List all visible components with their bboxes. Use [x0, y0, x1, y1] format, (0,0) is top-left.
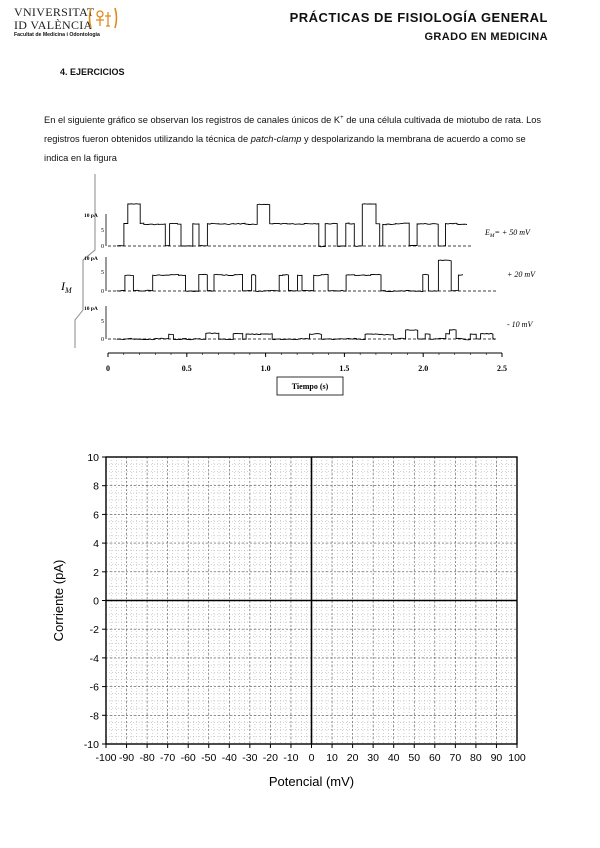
time-tick-label: 0 [106, 364, 110, 373]
y-tick-label: -8 [89, 710, 99, 723]
logo-subtitle: Facultat de Medicina i Odontologia [14, 32, 100, 38]
trace2-signal [117, 260, 463, 292]
paragraph-part3: y despolarizando la membrana de acuerdo a como se indica en la figura [44, 134, 526, 164]
section-title: 4. EJERCICIOS [60, 67, 125, 77]
x-axis-title: Potencial (mV) [268, 774, 355, 789]
time-tick-label: 2.5 [497, 364, 507, 373]
x-tick-label: 0 [308, 752, 315, 764]
trace-minus10 [84, 306, 533, 343]
time-tick-label: 0.5 [181, 364, 192, 373]
trace3-scale: 10 pA [84, 306, 98, 312]
x-tick-label: -30 [242, 752, 258, 764]
trace2-label: + 20 mV [507, 270, 536, 279]
trace-plus50 [84, 204, 531, 250]
trace1-scale: 10 pA [84, 213, 98, 219]
y-tick-label: -6 [89, 681, 99, 694]
x-tick-label: 40 [387, 752, 400, 764]
y-tick-label: 0 [93, 595, 99, 608]
logo-line1: VNIVERSITAT [14, 5, 95, 19]
x-tick-label: 50 [408, 752, 421, 764]
x-tick-label: -80 [139, 752, 155, 764]
time-tick-label: 2.0 [418, 364, 429, 373]
iv-grid-chart[interactable] [40, 440, 540, 810]
x-tick-label: -20 [262, 752, 278, 764]
trace1-tick0: 0 [101, 244, 104, 250]
exercise-paragraph [44, 109, 544, 168]
trace1-label: $E_M= + 50$ mV [485, 228, 530, 239]
y-tick-label: 10 [87, 452, 99, 464]
x-tick-label: 30 [367, 752, 379, 764]
course-title: PRÁCTICAS DE FISIOLOGÍA GENERAL [289, 10, 548, 25]
y-tick-label: 6 [93, 509, 99, 522]
x-tick-label: 10 [326, 752, 338, 764]
x-tick-label: -10 [283, 752, 299, 764]
y-tick-label: -10 [83, 739, 99, 751]
trace2-tick0: 0 [101, 289, 104, 295]
x-tick-label: -60 [180, 752, 196, 764]
time-tick-label: 1.5 [339, 364, 350, 373]
paragraph-sup: + [340, 115, 344, 121]
x-tick-label: 20 [346, 752, 359, 764]
x-tick-label: 100 [508, 752, 526, 764]
trace3-tick5: 5 [101, 319, 104, 325]
time-axis [106, 353, 507, 395]
x-tick-label: -40 [221, 752, 237, 764]
trace3-label: - 10 mV [507, 320, 533, 329]
x-tick-label: -50 [201, 752, 217, 764]
trace1-signal [117, 204, 467, 247]
channel-recording-figure [55, 170, 536, 410]
time-axis-label: Tiempo (s) [291, 382, 329, 391]
x-tick-label: -90 [118, 752, 135, 764]
x-tick-label: 70 [449, 752, 462, 764]
x-tick-label: 60 [428, 752, 441, 764]
trace2-scale: 10 pA [84, 256, 98, 262]
university-logo-text [14, 6, 94, 32]
y-tick-label: -2 [89, 624, 99, 637]
paragraph-technique: patch-clamp [250, 134, 302, 145]
x-tick-label: 80 [470, 752, 482, 764]
time-tick-label: 1.0 [260, 364, 271, 373]
y-tick-label: 2 [93, 566, 99, 579]
trace3-tick0: 0 [101, 337, 104, 343]
trace3-signal [117, 330, 495, 340]
y-tick-label: 4 [93, 538, 99, 551]
trace-plus20 [84, 256, 536, 295]
paragraph-part1: En el siguiente gráfico se observan los registros de canales únicos de K [44, 115, 341, 126]
x-tick-label: 90 [490, 752, 503, 764]
paragraph-part2: de una célula cultivada de miotubo de rata. Los registros fueron obtenidos utilizando la técnica de [44, 115, 542, 145]
im-label: $I_M$ [61, 279, 72, 295]
x-tick-label: -70 [160, 752, 176, 764]
y-tick-label: 8 [93, 480, 99, 493]
trace1-tick5: 5 [101, 228, 104, 234]
x-tick-label: -100 [95, 752, 117, 764]
course-subtitle: GRADO EN MEDICINA [424, 31, 548, 43]
trace2-tick5: 5 [101, 270, 104, 276]
y-tick-label: -4 [89, 652, 99, 665]
logo-line2: ID VALÈNCIA [14, 18, 93, 32]
y-axis-title: Corriente (pA) [51, 559, 66, 642]
university-emblem-icon [88, 6, 118, 30]
